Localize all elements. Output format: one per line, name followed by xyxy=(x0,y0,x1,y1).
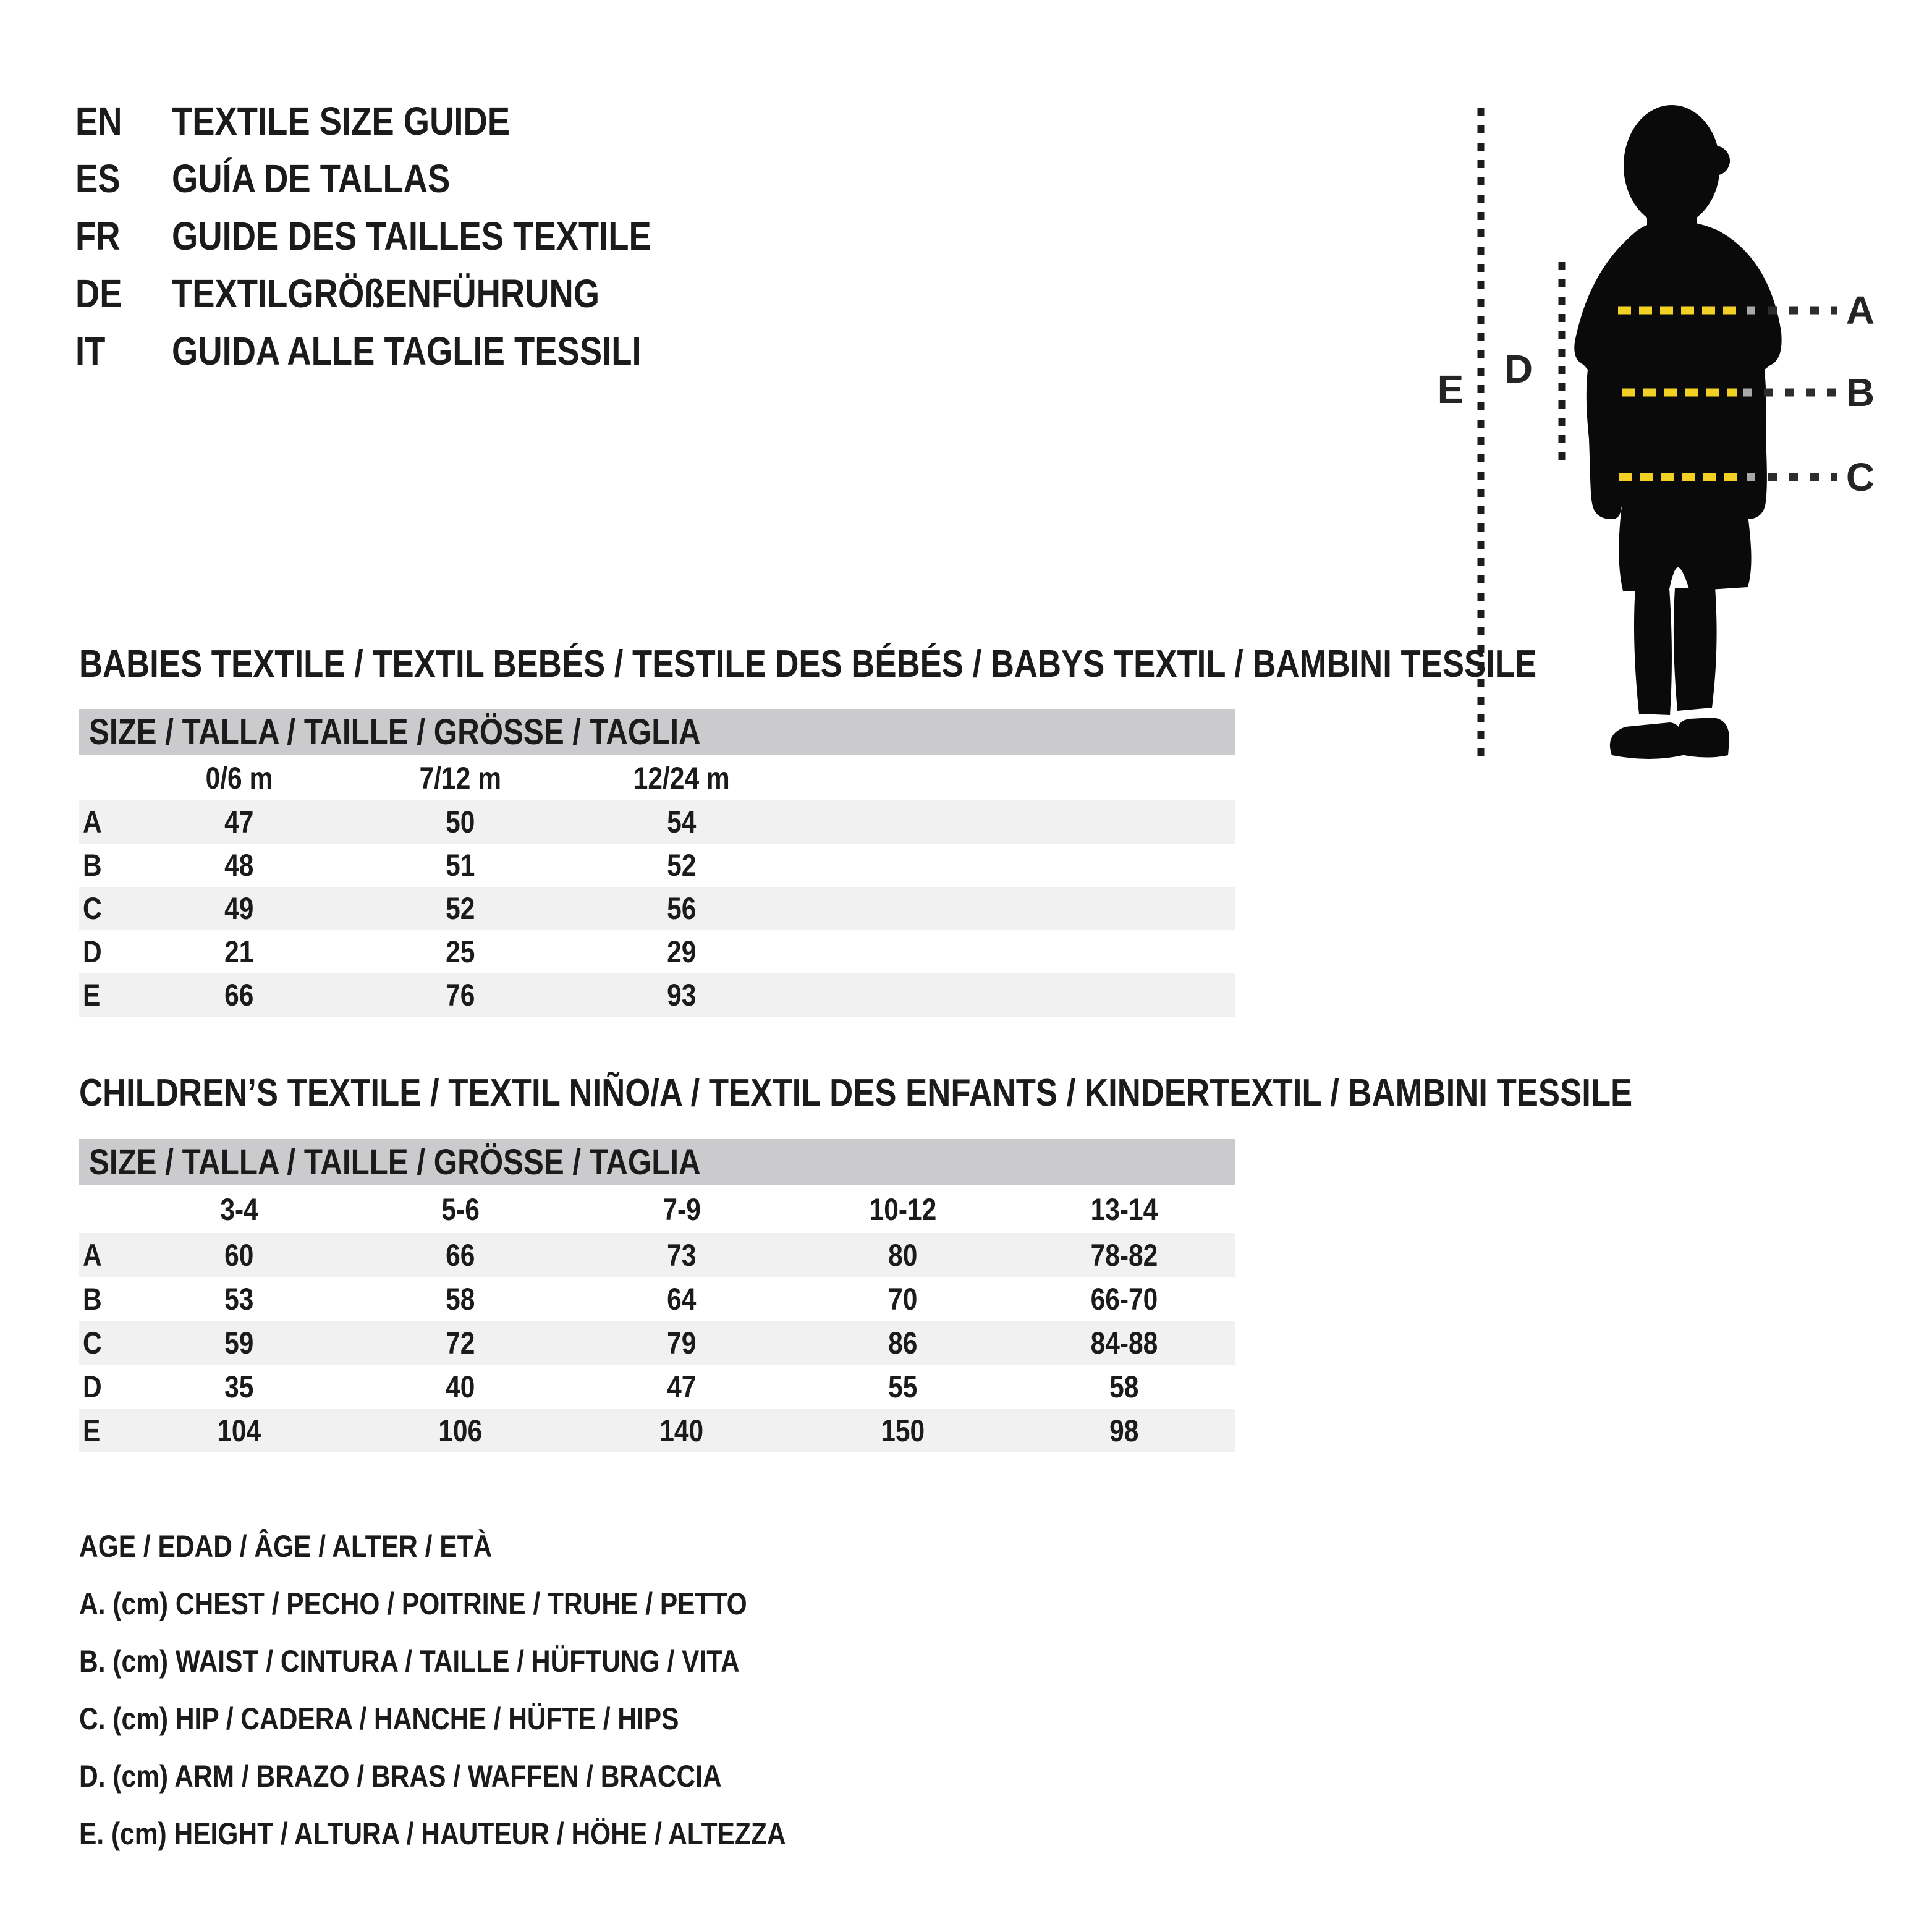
table-row xyxy=(79,1365,1235,1409)
row-label: E xyxy=(83,1413,101,1448)
table-row xyxy=(79,800,1235,844)
children-table-title: CHILDREN’S TEXTILE / TEXTIL NIÑO/A / TEXTIL DES ENFANTS / KINDERTEXTIL / BAMBINI TESSILE xyxy=(79,1072,1633,1114)
table-cell: 47 xyxy=(667,1369,697,1404)
table-cell: 84-88 xyxy=(1090,1325,1158,1360)
table-cell: 52 xyxy=(667,848,697,883)
language-title: TEXTILE SIZE GUIDE xyxy=(172,99,511,143)
row-label: D xyxy=(83,934,102,969)
measure-label-a: A xyxy=(1845,288,1875,333)
measure-label-d: D xyxy=(1504,347,1533,391)
legend-line-height: E. (cm) HEIGHT / ALTURA / HAUTEUR / HÖHE / ALTEZZA xyxy=(79,1816,786,1851)
table-cell: 76 xyxy=(446,978,475,1012)
row-label: B xyxy=(83,1281,102,1316)
column-header: 10-12 xyxy=(869,1192,937,1227)
measure-label-c: C xyxy=(1845,455,1875,499)
table-row xyxy=(79,973,1235,1017)
table-cell: 78-82 xyxy=(1090,1237,1158,1273)
table-cell: 150 xyxy=(881,1413,925,1448)
table-cell: 58 xyxy=(1109,1369,1139,1404)
column-header: 3-4 xyxy=(220,1192,258,1227)
measure-label-b: B xyxy=(1845,370,1875,415)
language-row xyxy=(75,150,736,208)
language-row xyxy=(75,93,736,150)
table-cell: 56 xyxy=(667,891,697,926)
table-cell: 66 xyxy=(446,1237,475,1273)
table-cell: 59 xyxy=(224,1325,254,1360)
measurement-legend xyxy=(79,1518,910,1863)
column-header: 7-9 xyxy=(663,1192,701,1227)
language-code: FR xyxy=(75,214,121,258)
legend-line-chest: A. (cm) CHEST / PECHO / POITRINE / TRUHE / PETTO xyxy=(79,1587,747,1621)
table-cell: 104 xyxy=(217,1413,261,1448)
table-cell: 52 xyxy=(446,891,475,926)
language-title: GUÍA DE TALLAS xyxy=(172,156,451,201)
language-row xyxy=(75,208,736,265)
legend-line-arm: D. (cm) ARM / BRAZO / BRAS / WAFFEN / BRACCIA xyxy=(79,1759,722,1794)
table-cell: 86 xyxy=(888,1325,918,1360)
table-cell: 21 xyxy=(224,934,254,969)
table-cell: 53 xyxy=(224,1281,254,1316)
table-row xyxy=(79,1233,1235,1277)
column-header: 7/12 m xyxy=(419,760,502,795)
language-code: ES xyxy=(75,156,121,201)
children-size-header-bar: SIZE / TALLA / TAILLE / GRÖSSE / TAGLIA xyxy=(79,1139,1235,1185)
table-cell: 98 xyxy=(1109,1413,1139,1448)
language-row xyxy=(75,323,736,380)
measure-label-e: E xyxy=(1437,367,1464,412)
table-cell: 72 xyxy=(446,1325,475,1360)
table-cell: 73 xyxy=(667,1237,697,1273)
legend-line-waist: B. (cm) WAIST / CINTURA / TAILLE / HÜFTUNG / VITA xyxy=(79,1644,740,1679)
legend-line-hip: C. (cm) HIP / CADERA / HANCHE / HÜFTE / HIPS xyxy=(79,1701,679,1736)
row-label: C xyxy=(83,1325,102,1360)
table-cell: 106 xyxy=(438,1413,483,1448)
table-row xyxy=(79,844,1235,887)
table-cell: 49 xyxy=(224,891,254,926)
children-column-headers xyxy=(79,1185,1235,1233)
table-cell: 70 xyxy=(888,1281,918,1316)
table-cell: 66 xyxy=(224,978,254,1012)
column-header: 12/24 m xyxy=(633,760,730,795)
column-header: 5-6 xyxy=(441,1192,480,1227)
table-cell: 35 xyxy=(224,1369,254,1404)
column-header: 13-14 xyxy=(1090,1192,1158,1227)
language-title: TEXTILGRÖßENFÜHRUNG xyxy=(172,271,600,316)
table-cell: 58 xyxy=(446,1281,475,1316)
table-cell: 55 xyxy=(888,1369,918,1404)
table-cell: 79 xyxy=(667,1325,697,1360)
row-label: A xyxy=(83,805,102,839)
language-title-list xyxy=(75,93,736,380)
column-header: 0/6 m xyxy=(205,760,273,795)
row-label: B xyxy=(83,848,102,883)
table-row xyxy=(79,1409,1235,1452)
legend-line-age: AGE / EDAD / ÂGE / ALTER / ETÀ xyxy=(79,1529,493,1564)
table-cell: 93 xyxy=(667,978,697,1012)
table-row xyxy=(79,1277,1235,1321)
table-cell: 47 xyxy=(224,805,254,839)
table-cell: 140 xyxy=(659,1413,704,1448)
language-code: DE xyxy=(75,271,122,316)
language-code: IT xyxy=(75,329,106,373)
table-cell: 80 xyxy=(888,1237,918,1273)
children-table-rows xyxy=(79,1233,1235,1452)
table-cell: 50 xyxy=(446,805,475,839)
table-cell: 40 xyxy=(446,1369,475,1404)
language-row xyxy=(75,265,736,323)
row-label: E xyxy=(83,978,101,1012)
table-row xyxy=(79,1321,1235,1365)
babies-table-title: BABIES TEXTILE / TEXTIL BEBÉS / TESTILE DES BÉBÉS / BABYS TEXTIL / BAMBINI TESSILE xyxy=(79,643,1537,685)
table-cell: 29 xyxy=(667,934,697,969)
table-cell: 54 xyxy=(667,805,697,839)
table-cell: 48 xyxy=(224,848,254,883)
row-label: D xyxy=(83,1369,102,1404)
babies-column-headers xyxy=(79,755,1235,800)
babies-table-rows xyxy=(79,800,1235,1017)
language-title: GUIDA ALLE TAGLIE TESSILI xyxy=(172,329,642,373)
table-cell: 66-70 xyxy=(1090,1281,1158,1316)
table-cell: 64 xyxy=(667,1281,697,1316)
language-title: GUIDE DES TAILLES TEXTILE xyxy=(172,214,651,258)
table-cell: 51 xyxy=(446,848,475,883)
language-code: EN xyxy=(75,99,122,143)
table-row xyxy=(79,887,1235,930)
table-cell: 60 xyxy=(224,1237,254,1273)
row-label: C xyxy=(83,891,102,926)
table-cell: 25 xyxy=(446,934,475,969)
babies-size-header-bar: SIZE / TALLA / TAILLE / GRÖSSE / TAGLIA xyxy=(79,709,1235,755)
table-row xyxy=(79,930,1235,973)
row-label: A xyxy=(83,1237,102,1273)
